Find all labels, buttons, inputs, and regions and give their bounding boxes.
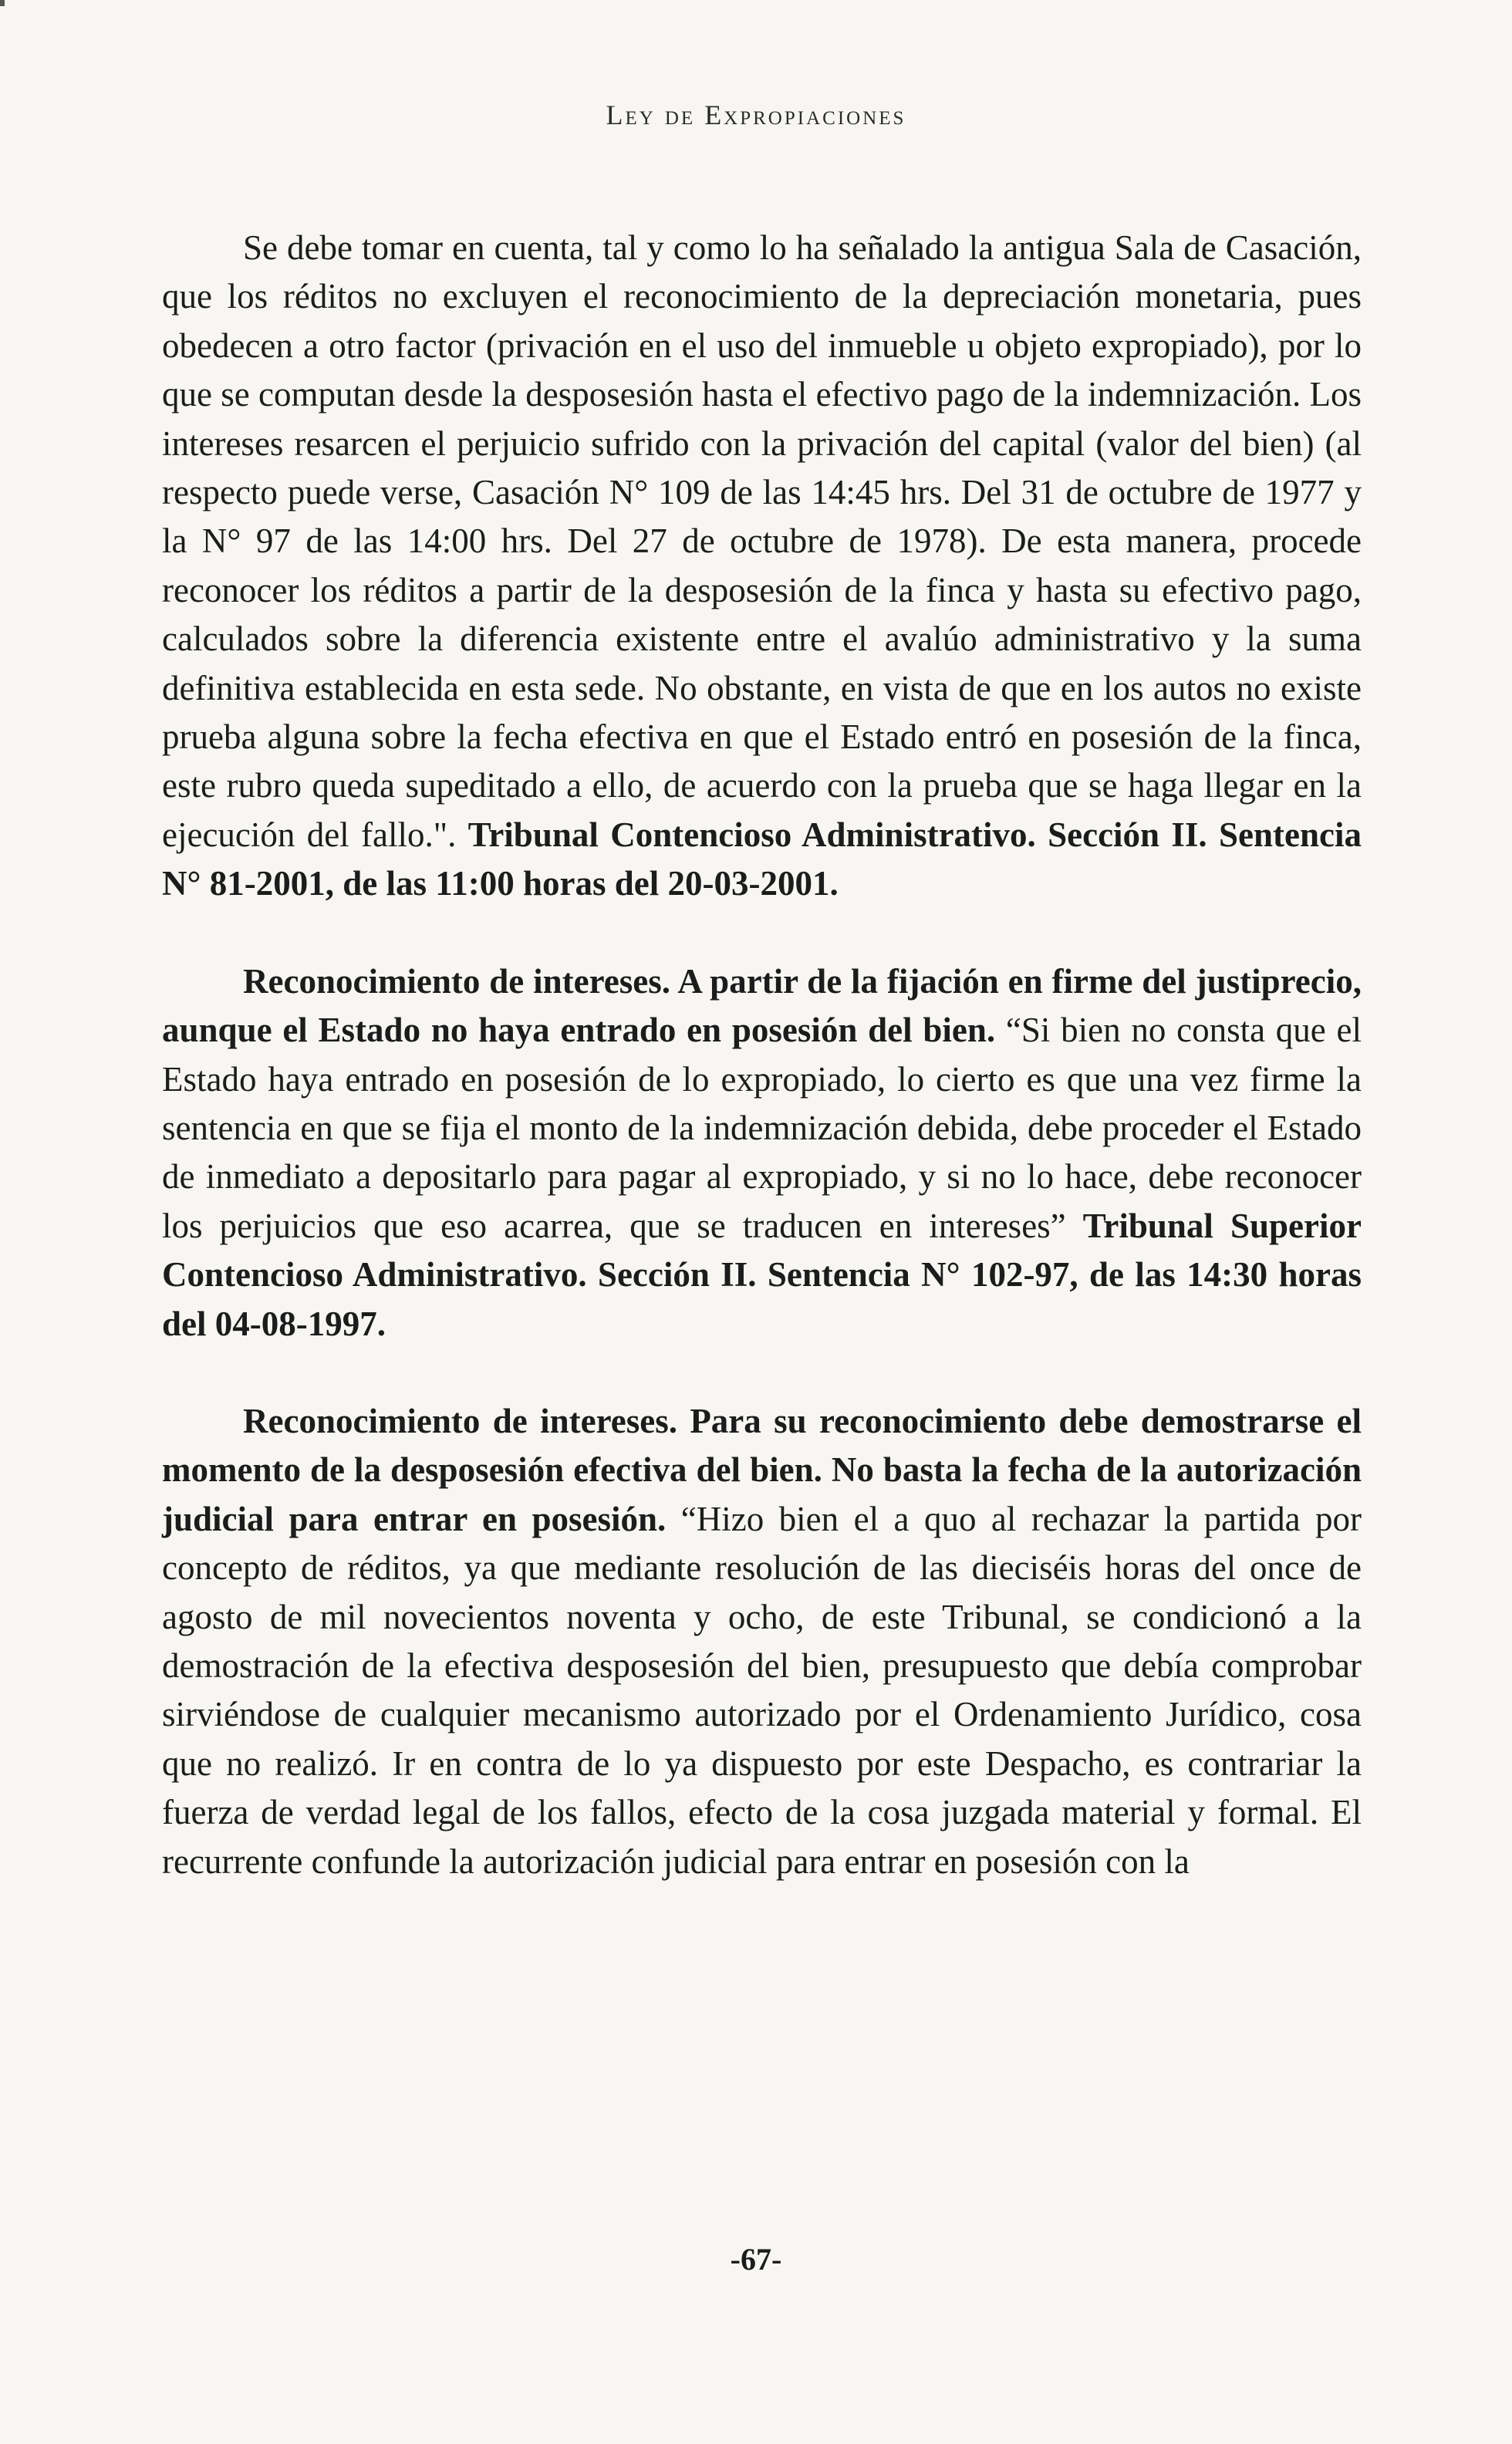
- page-body: [162, 224, 1362, 1886]
- paragraph-1-citation: Tribunal Contencioso Administrativo. Sección II. Sentencia N° 81-2001, de las 11:00 horas del 20-03-2001.: [162, 815, 1362, 903]
- running-header: Ley de Expropiaciones: [606, 100, 906, 130]
- paragraph-3-heading: Reconocimiento de intereses. Para su reconocimiento debe demostrarse el momento de la desposesión efectiva del bien. No basta la fecha de la autorización judicial para entrar en posesión.: [162, 1401, 1362, 1538]
- page-number: -67-: [730, 2242, 782, 2277]
- paragraph-1-text: Se debe tomar en cuenta, tal y como lo ha señalado la antigua Sala de Casación, que los réditos no excluyen el reconocimiento de la depreciación monetaria, pues obedecen a otro factor (privación en el uso del inmueble u objeto expropiado), por lo que se computan desde la desposesión hasta el efectivo pago de la indemnización. Los intereses resarcen el perjuicio sufrido con la privación del capital (valor del bien) (al respecto puede verse, Casación N° 109 de las 14:45 hrs. Del 31 de octubre de 1977 y la N° 97 de las 14:00 hrs. Del 27 de octubre de 1978). De esta manera, procede reconocer los réditos a partir de la desposesión de la finca y hasta su efectivo pago, calculados sobre la diferencia existente entre el avalúo administrativo y la suma definitiva establecida en esta sede. No obstante, en vista de que en los autos no existe prueba alguna sobre la fecha efectiva en que el Estado entró en posesión de la finca, este rubro queda supeditado a ello, de acuerdo con la prueba que se haga llegar en la ejecución del fallo.".: [162, 228, 1362, 854]
- paragraph-gap: [162, 909, 1362, 957]
- scan-mark: [0, 0, 5, 6]
- paragraph-1: [162, 224, 1362, 909]
- paragraph-3-text: “Hizo bien el a quo al rechazar la partida por concepto de réditos, ya que mediante resolución de las dieciséis horas del once de agosto de mil novecientos noventa y ocho, de este Tribunal, se condicionó a la demostración de la efectiva desposesión del bien, presupuesto que debía comprobar sirviéndose de cualquier mecanismo autorizado por el Ordenamiento Jurídico, cosa que no realizó. Ir en contra de lo ya dispuesto por este Despacho, es contrariar la fuerza de verdad legal de los fallos, efecto de la cosa juzgada material y formal. El recurrente confunde la autorización judicial para entrar en posesión con la: [162, 1499, 1362, 1881]
- paragraph-gap: [162, 1349, 1362, 1397]
- paragraph-2-citation: Tribunal Superior Contencioso Administrativo. Sección II. Sentencia N° 102-97, de las 14:30 horas del 04-08-1997.: [162, 1206, 1362, 1343]
- paragraph-3: [162, 1397, 1362, 1886]
- paragraph-2-text: “Si bien no consta que el Estado haya entrado en posesión de lo expropiado, lo cierto es que una vez firme la sentencia en que se fija el monto de la indemnización debida, debe proceder el Estado de inmediato a depositarlo para pagar al expropiado, y si no lo hace, debe reconocer los perjuicios que eso acarrea, que se traducen en intereses”: [162, 1011, 1362, 1245]
- paragraph-2: [162, 957, 1362, 1349]
- paragraph-2-heading: Reconocimiento de intereses. A partir de la fijación en firme del justiprecio, aunque el Estado no haya entrado en posesión del bien.: [162, 961, 1362, 1050]
